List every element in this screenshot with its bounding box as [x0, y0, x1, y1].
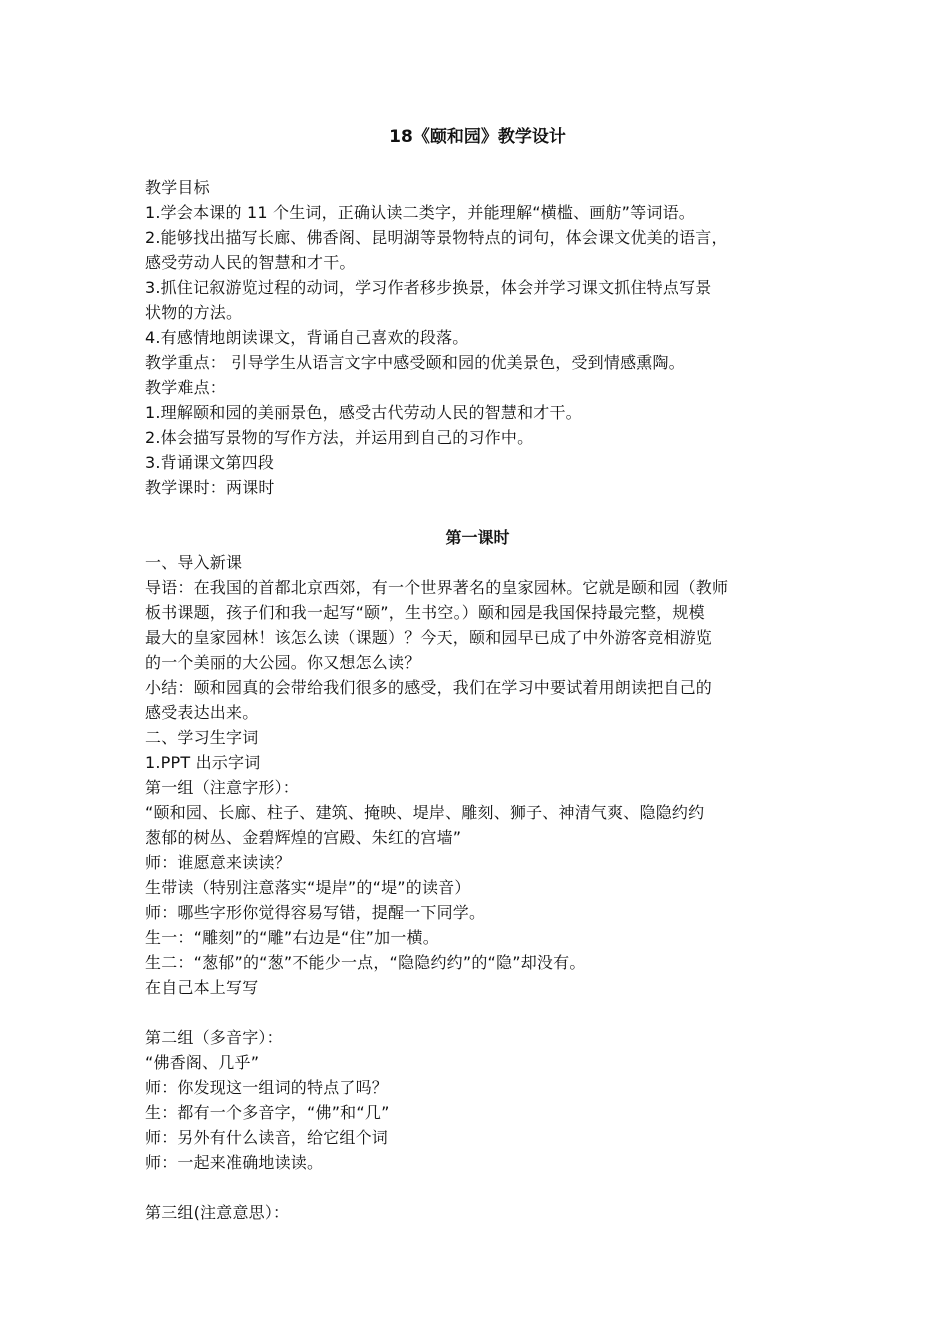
body-line: 师：谁愿意来读读？ [145, 853, 291, 872]
difficulty-line: 3.背诵课文第四段 [145, 453, 275, 472]
body-line: 感受表达出来。 [145, 703, 259, 722]
body-line: 生：都有一个多音字，“佛”和“几” [145, 1103, 390, 1122]
body-line: 导语：在我国的首都北京西郊，有一个世界著名的皇家园林。它就是颐和园（教师 [145, 578, 729, 597]
body-line: 师：哪些字形你觉得容易写错，提醒一下同学。 [145, 903, 486, 922]
document-page [145, 123, 810, 1225]
body-line: 生二：“葱郁”的“葱”不能少一点，“隐隐约约”的“隐”却没有。 [145, 953, 586, 972]
body-line: 第一组（注意字形）： [145, 778, 300, 797]
objective-line: 2.能够找出描写长廊、佛香阁、昆明湖等景物特点的词句，体会课文优美的语言， [145, 228, 728, 247]
blank-line [145, 1000, 810, 1025]
class-hours: 教学课时：两课时 [145, 478, 275, 497]
objective-line: 3.抓住记叙游览过程的动词，学习作者移步换景，体会并学习课文抓住特点写景 [145, 278, 712, 297]
difficulty-line: 2.体会描写景物的写作方法，并运用到自己的习作中。 [145, 428, 534, 447]
blank-line [145, 500, 810, 525]
body-line: 葱郁的树丛、金碧辉煌的宫殿、朱红的宫墙” [145, 828, 462, 847]
body-line: 在自己本上写写 [145, 978, 259, 997]
objective-line: 1.学会本课的 11 个生词，正确认读二类字，并能理解“横槛、画舫”等词语。 [145, 203, 695, 222]
blank-line [145, 1175, 810, 1200]
body-line: 生一：“雕刻”的“雕”右边是“住”加一横。 [145, 928, 439, 947]
objective-line: 4.有感情地朗读课文，背诵自己喜欢的段落。 [145, 328, 469, 347]
body-line: 最大的皇家园林！该怎么读（课题）？今天，颐和园早已成了中外游客竞相游览 [145, 628, 713, 647]
document-title: 18《颐和园》教学设计 [389, 127, 566, 147]
objective-line: 感受劳动人民的智慧和才干。 [145, 253, 356, 272]
body-line: 一、导入新课 [145, 553, 243, 572]
body-line: 板书课题，孩子们和我一起写“颐”，生书空。）颐和园是我国保持最完整，规模 [145, 603, 705, 622]
body-line: 师：你发现这一组词的特点了吗？ [145, 1078, 389, 1097]
body-line: 第二组（多音字）： [145, 1028, 283, 1047]
body-line: 小结：颐和园真的会带给我们很多的感受，我们在学习中要试着用朗读把自己的 [145, 678, 713, 697]
body-line: “颐和园、长廊、柱子、建筑、掩映、堤岸、雕刻、狮子、神清气爽、隐隐约约 [145, 803, 705, 822]
body-line: “佛香阁、几乎” [145, 1053, 260, 1072]
difficulty-heading: 教学难点： [145, 378, 227, 397]
body-line: 二、学习生字词 [145, 728, 259, 747]
lesson1-title: 第一课时 [445, 528, 510, 547]
body-line: 师：一起来准确地读读。 [145, 1153, 324, 1172]
objective-line: 状物的方法。 [145, 303, 243, 322]
objectives-heading: 教学目标 [145, 178, 210, 197]
body-line: 第三组(注意意思）： [145, 1203, 290, 1222]
key-point: 教学重点： 引导学生从语言文字中感受颐和园的优美景色，受到情感熏陶。 [145, 353, 685, 372]
body-line: 师：另外有什么读音，给它组个词 [145, 1128, 389, 1147]
body-line: 1.PPT 出示字词 [145, 753, 261, 772]
body-line: 的一个美丽的大公园。你又想怎么读？ [145, 653, 421, 672]
body-line: 生带读（特别注意落实“堤岸”的“堤”的读音） [145, 878, 471, 897]
difficulty-line: 1.理解颐和园的美丽景色，感受古代劳动人民的智慧和才干。 [145, 403, 582, 422]
